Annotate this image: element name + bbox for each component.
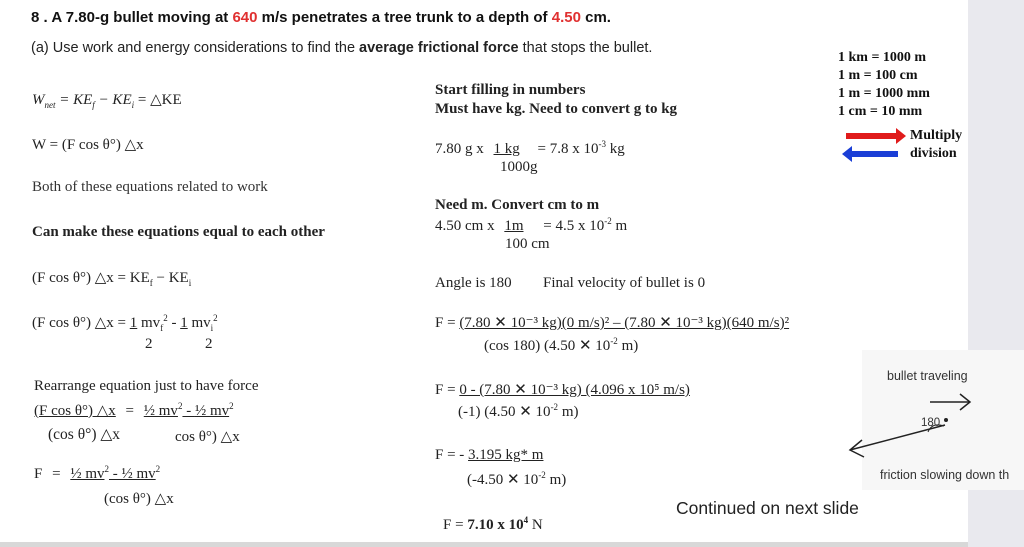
cm-equals: = 4.5 x 10 — [543, 218, 605, 234]
rf-num-1: (F cos θ°) △x — [34, 403, 116, 419]
conversion-mm: 1 m = 1000 mm — [838, 86, 930, 101]
part-a-pre: (a) Use work and energy considerations to find the — [31, 40, 356, 56]
f2-lhs: F = — [435, 382, 460, 398]
wnet-i-sub: i — [131, 100, 135, 110]
cm-numerator: 1m — [504, 218, 524, 234]
final-sq-2: 2 — [155, 464, 161, 474]
f2-den: (-1) (4.50 ✕ 10 — [458, 404, 551, 420]
cm-lhs: 4.50 cm x — [435, 218, 495, 234]
wnet-lhs: W — [32, 92, 45, 108]
g-numerator: 1 kg — [493, 141, 520, 157]
eq2-one-2: 1 — [180, 315, 188, 331]
eq2-denominator-1: 2 — [145, 336, 153, 352]
eq1-lhs: (F cos θ°) △x = KE — [32, 270, 150, 286]
force-step-2-numerator — [435, 380, 690, 399]
force-step-1-numerator — [435, 313, 789, 332]
rf-sq-2: 2 — [229, 401, 234, 411]
problem-mid: m/s penetrates a tree trunk to a depth of — [261, 9, 548, 26]
energy-equation-2 — [32, 313, 218, 333]
f1-den-end: m) — [617, 338, 639, 354]
eq2-sq-2: 2 — [213, 313, 218, 323]
f1-den-exp: -2 — [610, 336, 618, 346]
cm-conversion — [435, 216, 627, 235]
wnet-sub: net — [44, 100, 56, 110]
f4-exponent: 4 — [523, 515, 529, 525]
division-label: division — [910, 146, 957, 161]
conversion-cm-mm: 1 cm = 10 mm — [838, 104, 923, 119]
final-dash: - — [108, 466, 122, 482]
g-exponent: -3 — [598, 139, 606, 149]
f3-numerator: 3.195 kg* m — [468, 447, 544, 463]
eq2-mv-1: mv — [137, 315, 161, 331]
f1-den: (cos 180) (4.50 ✕ 10 — [484, 338, 611, 354]
final-num-2: ½ mv — [121, 466, 156, 482]
problem-statement — [31, 9, 611, 26]
problem-speed: 640 — [232, 9, 258, 26]
f3-den-exp: -2 — [538, 470, 546, 480]
f4-value: 7.10 x 10 — [467, 517, 524, 533]
gram-conversion — [435, 139, 625, 158]
part-a — [31, 40, 652, 56]
f1-numerator: (7.80 ✕ 10⁻³ kg)(0 m/s)² – (7.80 ✕ 10⁻³ kg)(640 m/s)² — [459, 315, 790, 331]
g-unit: kg — [605, 141, 625, 157]
eq1-mid: − KE — [152, 270, 189, 286]
rf-sq-1: 2 — [177, 401, 183, 411]
eq2-one-1: 1 — [129, 315, 138, 331]
eq2-sq-1: 2 — [163, 313, 168, 323]
f4-lhs: F = — [443, 517, 468, 533]
final-denominator: (cos θ°) △x — [104, 491, 174, 507]
eq2-denominator-2: 2 — [205, 336, 213, 352]
energy-equation-1 — [32, 268, 191, 288]
cm-unit: m — [611, 218, 628, 234]
problem-number: 8 . — [31, 9, 48, 26]
angle-text: Angle is 180 — [435, 275, 512, 291]
wnet-f-sub: f — [92, 100, 95, 110]
force-step-3-numerator — [435, 447, 543, 464]
multiply-label: Multiply — [910, 128, 963, 143]
eq2-lhs: (F cos θ°) △x = — [32, 315, 127, 331]
eq1-i-sub: i — [188, 278, 192, 288]
f3-den: (-4.50 ✕ 10 — [467, 472, 539, 488]
part-a-bold: average frictional force — [359, 40, 519, 56]
wnet-rhs: = KE — [59, 92, 93, 108]
bottom-edge — [0, 542, 968, 547]
force-step-3-denominator — [467, 470, 566, 489]
rf-num-2: ½ mv — [143, 403, 178, 419]
final-num-1: ½ mv — [70, 466, 105, 482]
part-a-post: that stops the bullet. — [522, 40, 653, 56]
continued-note: Continued on next slide — [676, 498, 859, 518]
g-lhs: 7.80 g x — [435, 141, 484, 157]
wnet-minus: − KE — [98, 92, 132, 108]
angle-180-label: 180 — [921, 417, 941, 429]
eq2-i-sub: i — [210, 323, 214, 333]
force-diagram — [840, 380, 980, 465]
both-related-text: Both of these equations related to work — [32, 179, 268, 195]
rearranged-denominator-1: (cos θ°) △x — [48, 426, 121, 443]
rearranged-denominator-2: cos θ°) △x — [175, 429, 240, 445]
friction-label: friction slowing down th — [880, 468, 1010, 482]
f2-numerator: 0 - (7.80 ✕ 10⁻³ kg) (4.096 x 10⁵ m/s) — [459, 382, 690, 398]
final-sq-1: 2 — [104, 464, 109, 474]
must-have-kg-text: Must have kg. Need to convert g to kg — [435, 101, 678, 117]
degree-mark — [944, 418, 948, 422]
multiply-arrow-icon — [846, 133, 896, 139]
conversion-km: 1 km = 1000 m — [838, 50, 927, 65]
force-step-1-denominator — [484, 336, 638, 355]
problem-depth: 4.50 — [551, 9, 581, 26]
rf-dash: - — [182, 403, 195, 419]
rf-num-3: ½ mv — [194, 403, 230, 419]
wnet-delta: = △KE — [137, 92, 182, 108]
bullet-traveling-label: bullet traveling — [887, 369, 968, 383]
problem-unit: cm. — [585, 9, 611, 26]
conversion-cm: 1 m = 100 cm — [838, 68, 918, 83]
force-step-2-denominator — [458, 402, 578, 421]
equal-each-text: Can make these equations equal to each other — [32, 224, 325, 240]
eq2-mv-2: mv — [187, 315, 211, 331]
work-definition: W = (F cos θ°) △x — [32, 137, 144, 153]
need-m-text: Need m. Convert cm to m — [435, 197, 600, 213]
final-velocity-text: Final velocity of bullet is 0 — [543, 275, 706, 291]
f2-den-end: m) — [558, 404, 579, 420]
g-equals: = 7.8 x 10 — [537, 141, 599, 157]
f1-lhs: F = — [435, 315, 460, 331]
g-denominator: 1000g — [500, 159, 538, 175]
eq2-f-sub: f — [160, 323, 164, 333]
division-arrow-icon — [852, 151, 898, 157]
f3-lhs: F = - — [435, 447, 469, 463]
start-filling-text: Start filling in numbers — [435, 82, 586, 98]
f4-unit: N — [528, 517, 543, 533]
cm-denominator: 100 cm — [505, 236, 550, 252]
rearrange-text: Rearrange equation just to have force — [34, 378, 259, 394]
final-f: F — [34, 466, 43, 482]
rearranged-numerator — [34, 401, 234, 420]
f3-den-end: m) — [545, 472, 567, 488]
eq1-f-sub: f — [149, 278, 153, 288]
force-result — [443, 515, 543, 534]
rf-eq: = — [125, 403, 135, 419]
f2-den-exp: -2 — [550, 402, 559, 412]
final-eq: = — [52, 466, 61, 482]
final-force-formula — [34, 464, 160, 483]
eq2-minus: - — [167, 315, 181, 331]
wnet-equation — [32, 90, 182, 110]
cm-exponent: -2 — [604, 216, 612, 226]
problem-pre: A 7.80-g bullet moving at — [51, 9, 229, 26]
